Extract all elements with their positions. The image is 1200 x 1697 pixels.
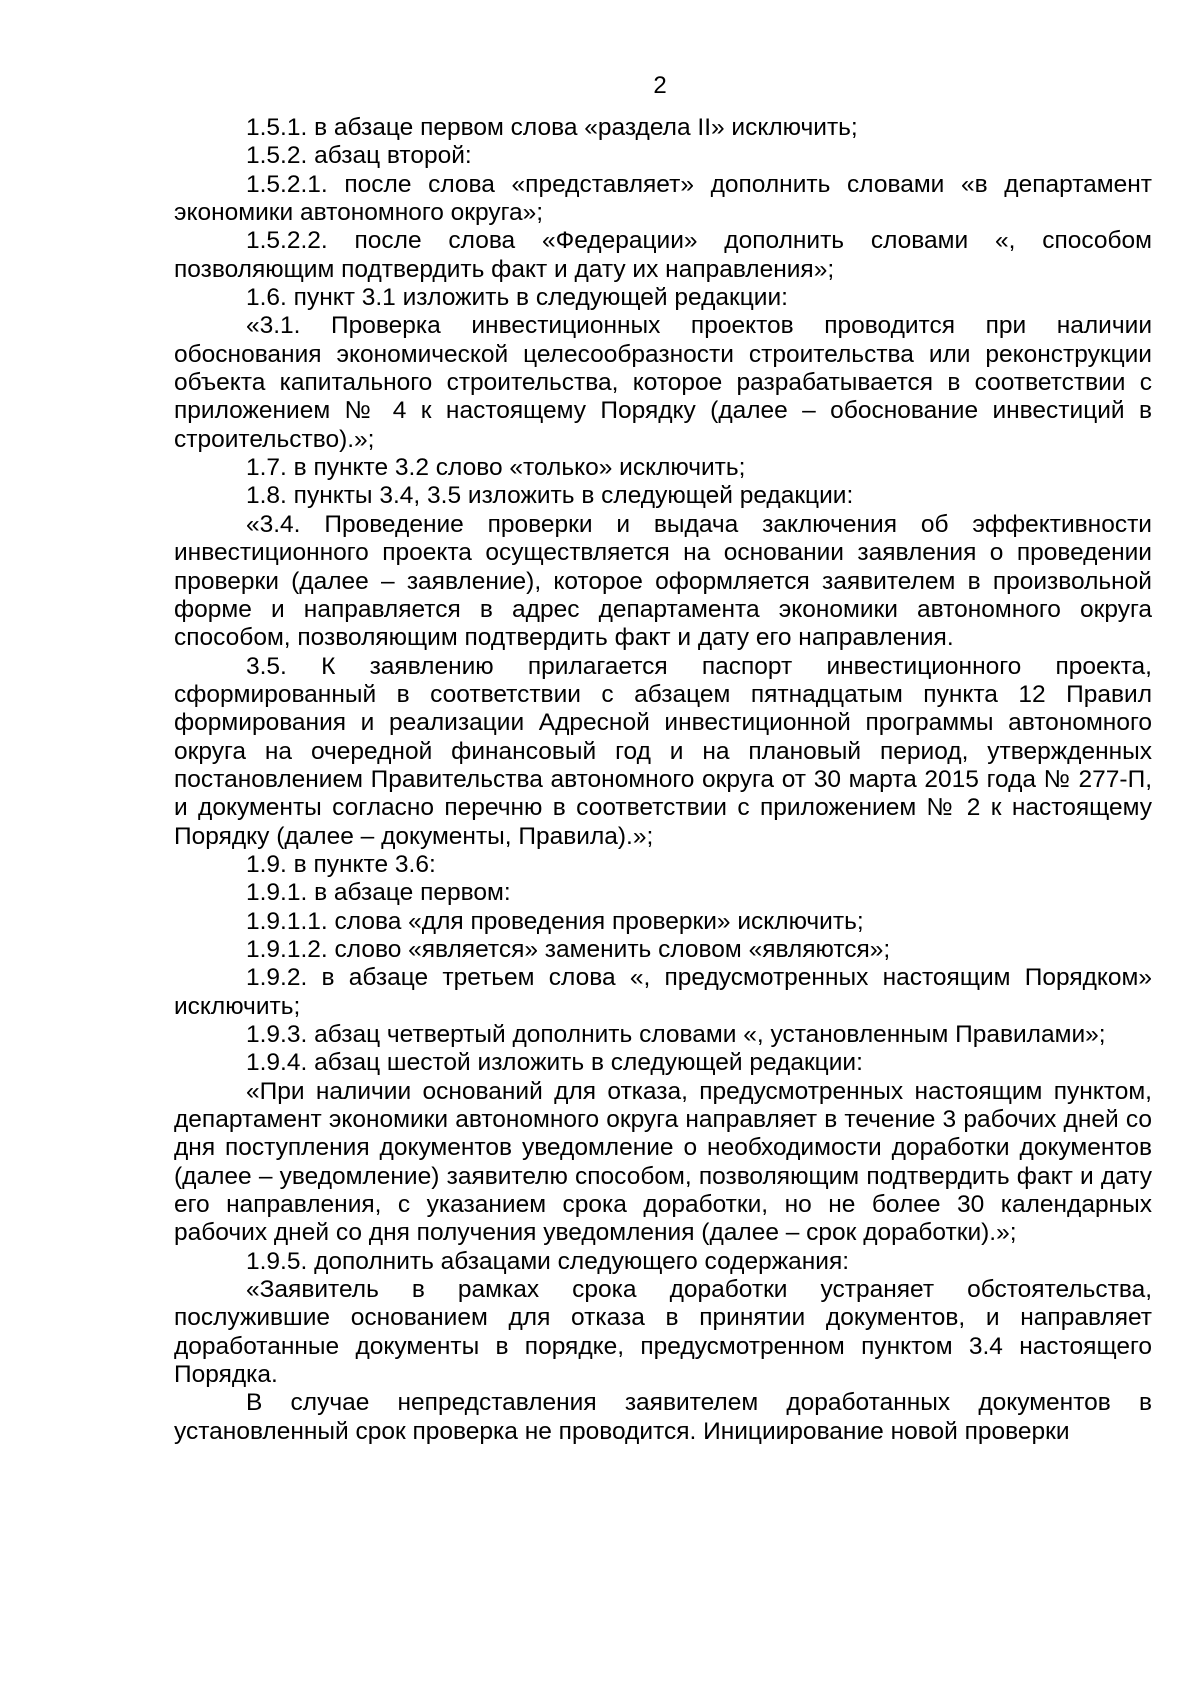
paragraph: «3.1. Проверка инвестиционных проектов проводится при наличии обоснования экономической целесообразности строительства или реконструкции объекта капитального строительства, которое разрабатывается в соответствии с приложением № 4 к настоящему Порядку (далее – обоснование инвестиций в строительство).»; bbox=[174, 312, 1152, 453]
paragraph: 1.9.4. абзац шестой изложить в следующей редакции: bbox=[246, 1049, 863, 1077]
paragraph: 3.5. К заявлению прилагается паспорт инвестиционного проекта, сформированный в соответствии с абзацем пятнадцатым пункта 12 Правил формирования и реализации Адресной инвестиционной программы автономного округа на очередной финансовый год и на плановый период, утвержденных постановлением Правительства автономного округа от 30 марта 2015 года № 277-П, и документы согласно перечню в соответствии с приложением № 2 к настоящему Порядку (далее – документы, Правила).»; bbox=[174, 652, 1152, 850]
paragraph: 1.5.2.1. после слова «представляет» дополнить словами «в департамент экономики автономного округа»; bbox=[174, 170, 1152, 227]
paragraph: 1.9.1.2. слово «является» заменить словом «являются»; bbox=[246, 935, 891, 963]
paragraph: 1.5.2.2. после слова «Федерации» дополнить словами «, способом позволяющим подтвердить факт и дату их направления»; bbox=[174, 227, 1152, 283]
paragraph: 1.9.1. в абзаце первом: bbox=[246, 879, 511, 907]
paragraph: 1.5.1. в абзаце первом слова «раздела II» исключить; bbox=[246, 114, 858, 141]
paragraph: 1.6. пункт 3.1 изложить в следующей редакции: bbox=[246, 284, 788, 312]
paragraph: «Заявитель в рамках срока доработки устраняет обстоятельства, послужившие основанием для отказа в принятии документов, и направляет доработанные документы в порядке, предусмотренном пунктом 3.4 настоящего Порядка. bbox=[174, 1276, 1152, 1389]
paragraph: 1.5.2. абзац второй: bbox=[246, 142, 472, 170]
page-number: 2 bbox=[653, 72, 667, 99]
paragraph: 1.9. в пункте 3.6: bbox=[246, 850, 436, 878]
paragraph: 1.8. пункты 3.4, 3.5 изложить в следующей редакции: bbox=[246, 482, 854, 510]
paragraph: «При наличии оснований для отказа, предусмотренных настоящим пунктом, департамент экономики автономного округа направляет в течение 3 рабочих дней со дня поступления документов уведомление о необходимости доработки документов (далее – уведомление) заявителю способом, позволяющим подтвердить факт и дату его направления, с указанием срока доработки, но не более 30 календарных рабочих дней со дня получения уведомления (далее – срок доработки).»; bbox=[174, 1077, 1152, 1247]
document-body bbox=[174, 114, 1152, 1446]
paragraph: «3.4. Проведение проверки и выдача заключения об эффективности инвестиционного проекта осуществляется на основании заявления о проведении проверки (далее – заявление), которое оформляется заявителем в произвольной форме и направляется в адрес департамента экономики автономного округа способом, позволяющим подтвердить факт и дату его направления. bbox=[174, 510, 1152, 652]
paragraph: 1.9.3. абзац четвертый дополнить словами «, установленным Правилами»; bbox=[246, 1021, 1106, 1048]
paragraph: В случае непредставления заявителем доработанных документов в установленный срок проверка не проводится. Инициирование новой проверки bbox=[174, 1389, 1152, 1445]
paragraph: 1.9.5. дополнить абзацами следующего содержания: bbox=[246, 1247, 850, 1275]
paragraph: 1.9.1.1. слова «для проведения проверки» исключить; bbox=[246, 907, 864, 935]
paragraph: 1.9.2. в абзаце третьем слова «, предусмотренных настоящим Порядком» исключить; bbox=[174, 964, 1152, 1020]
paragraph: 1.7. в пункте 3.2 слово «только» исключить; bbox=[246, 454, 746, 482]
